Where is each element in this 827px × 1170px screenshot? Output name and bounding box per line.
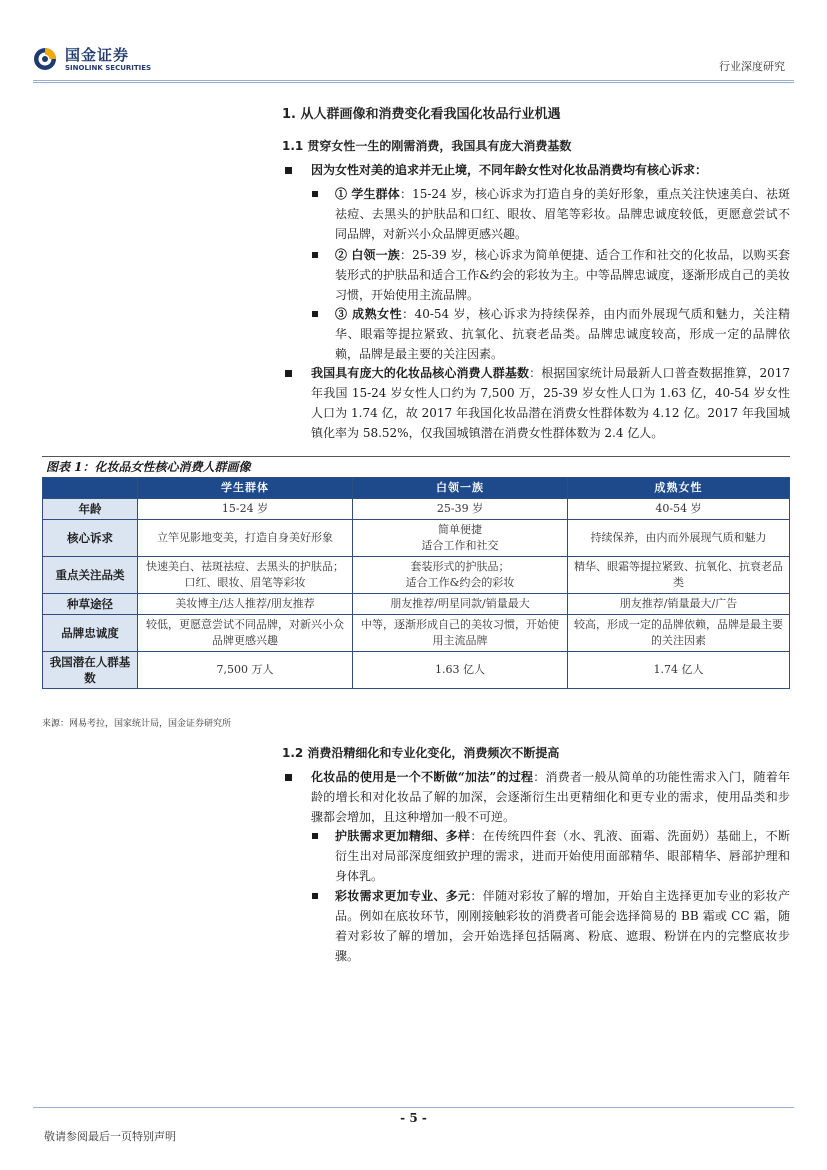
bullet-addition [285, 767, 790, 827]
table-cell: 7,500 万人 [138, 652, 353, 689]
square-bullet-icon [312, 833, 318, 839]
subsection-title-1-2: 1.2 消费沿精细化和专业化变化，消费频次不断提高 [282, 746, 560, 760]
table-cell: 中等，逐渐形成自己的美妆习惯，开始使用主流品牌 [353, 615, 568, 652]
table-row [43, 557, 790, 594]
sub-bullet-makeup [312, 886, 790, 966]
logo-cn: 国金证券 [65, 46, 130, 64]
table-cell: 朋友推荐/销量最大/广告 [568, 594, 790, 615]
square-bullet-icon [285, 167, 292, 174]
figure-title-bar [42, 456, 790, 478]
table-row [43, 615, 790, 652]
figure-title: 图表 1：化妆品女性核心消费人群画像 [46, 460, 251, 474]
report-type: 行业深度研究 [719, 60, 785, 73]
row-header: 品牌忠诚度 [43, 615, 138, 652]
sub-bullet-skincare [312, 826, 790, 886]
table-cell: 立竿见影地变美，打造自身美好形象 [138, 520, 353, 557]
square-bullet-icon [312, 191, 318, 197]
sub-bullet-lead: ① 学生群体 [335, 187, 400, 201]
bullet-1 [285, 160, 790, 180]
table-cell: 精华、眼霜等提拉紧致、抗氧化、抗衰老品类 [568, 557, 790, 594]
row-header: 我国潜在人群基数 [43, 652, 138, 689]
table-cell: 朋友推荐/明星同款/销量最大 [353, 594, 568, 615]
row-header: 重点关注品类 [43, 557, 138, 594]
sub-bullet-lead: 护肤需求更加精细、多样 [335, 829, 471, 843]
table-row [43, 652, 790, 689]
logo-en: SINOLINK SECURITIES [65, 64, 152, 72]
bullet-2-lead: 我国具有庞大的化妆品核心消费人群基数 [311, 366, 530, 380]
table-cell: 25-39 岁 [353, 499, 568, 520]
column-header: 白领一族 [353, 478, 568, 499]
footer-divider [33, 1107, 794, 1108]
company-logo [33, 44, 173, 80]
table-row [43, 520, 790, 557]
sub-bullet-white-collar [312, 245, 790, 305]
row-header: 核心诉求 [43, 520, 138, 557]
row-header: 种草途径 [43, 594, 138, 615]
sub-bullet-text: ：25-39 岁，核心诉求为简单便捷、适合工作和社交的化妆品，以购买套装形式的护肤品和适合工作&约会的彩妆为主。中等品牌忠诚度，逐渐形成自己的美妆习惯，开始使用主流品牌。 [335, 248, 790, 302]
table-cell: 较低，更愿意尝试不同品牌，对新兴小众品牌更感兴趣 [138, 615, 353, 652]
subsection-title-1-1: 1.1 贯穿女性一生的刚需消费，我国具有庞大消费基数 [282, 139, 572, 153]
bullet-1-text: 因为女性对美的追求并无止境，不同年龄女性对化妆品消费均有核心诉求： [311, 163, 708, 177]
bullet-addition-lead: 化妆品的使用是一个不断做“加法”的过程 [311, 770, 534, 784]
table-cell: 40-54 岁 [568, 499, 790, 520]
table-cell: 套装形式的护肤品； 适合工作&约会的彩妆 [353, 557, 568, 594]
sinolink-logo-icon [33, 47, 57, 71]
column-header: 成熟女性 [568, 478, 790, 499]
square-bullet-icon [285, 774, 292, 781]
sub-bullet-text: ：在传统四件套（水、乳液、面霜、洗面奶）基础上，不断衍生出对局部深度细致护理的需求，进而开始使用面部精华、眼部精华、唇部护理和身体乳。 [335, 829, 790, 883]
sub-bullet-lead: ② 白领一族 [335, 248, 400, 262]
table-cell: 15-24 岁 [138, 499, 353, 520]
bullet-addition-text: ：消费者一般从简单的功能性需求入门，随着年龄的增长和对化妆品了解的加深，会逐渐衍生出更精细化和更专业的需求，使用品类和步骤都会增加，且这种增加一般不可逆。 [311, 770, 790, 824]
square-bullet-icon [312, 893, 318, 899]
column-header: 学生群体 [138, 478, 353, 499]
disclaimer-link[interactable]: 敬请参阅最后一页特别声明 [44, 1130, 176, 1143]
sub-bullet-student [312, 184, 790, 244]
table-cell: 快速美白、祛斑祛痘、去黑头的护肤品； 口红、眼妆、眉笔等彩妆 [138, 557, 353, 594]
sub-bullet-lead: 彩妆需求更加专业、多元 [335, 889, 471, 903]
row-header: 年龄 [43, 499, 138, 520]
table-corner [43, 478, 138, 499]
square-bullet-icon [312, 252, 318, 258]
table-cell: 简单便捷 适合工作和社交 [353, 520, 568, 557]
figure-source: 来源：网易考拉，国家统计局，国金证券研究所 [42, 719, 232, 729]
table-header-row [43, 478, 790, 499]
sub-bullet-mature [312, 304, 790, 364]
sub-bullet-text: ：15-24 岁，核心诉求为打造自身的美好形象，重点关注快速美白、祛斑祛痘、去黑头的护肤品和口红、眼妆、眉笔等彩妆。品牌忠诚度较低，更愿意尝试不同品牌，对新兴小众品牌更感兴趣。 [335, 187, 790, 241]
table-row [43, 499, 790, 520]
table-cell: 美妆博主/达人推荐/朋友推荐 [138, 594, 353, 615]
table-cell: 1.63 亿人 [353, 652, 568, 689]
page-number: - 5 - [400, 1111, 427, 1125]
header-divider [33, 80, 794, 81]
table-row [43, 594, 790, 615]
table-cell: 1.74 亿人 [568, 652, 790, 689]
bullet-2 [285, 363, 790, 443]
table-cell: 较高，形成一定的品牌依赖，品牌是最主要的关注因素 [568, 615, 790, 652]
header-divider-2 [33, 82, 794, 83]
square-bullet-icon [312, 311, 318, 317]
square-bullet-icon [285, 370, 292, 377]
sub-bullet-text: ：40-54 岁，核心诉求为持续保养，由内而外展现气质和魅力，关注精华、眼霜等提拉紧致、抗氧化、抗衰老品类。品牌忠诚度较高，形成一定的品牌依赖，品牌是最主要的关注因素。 [335, 307, 790, 361]
sub-bullet-lead: ③ 成熟女性 [335, 307, 403, 321]
table-cell: 持续保养，由内而外展现气质和魅力 [568, 520, 790, 557]
sub-bullet-text: ：伴随对彩妆了解的增加，开始自主选择更加专业的彩妆产品。例如在底妆环节，刚刚接触彩妆的消费者可能会选择简易的 BB 霜或 CC 霜，随着对彩妆了解的增加，会开始选择包括隔离、粉底、遮瑕、粉饼在内的完整底妆步骤。 [335, 889, 790, 963]
persona-table [42, 477, 790, 689]
section-title: 1. 从人群画像和消费变化看我国化妆品行业机遇 [282, 107, 561, 122]
bullet-2-text: ：根据国家统计局最新人口普查数据推算，2017 年我国 15-24 岁女性人口约为 7,500 万，25-39 岁女性人口为 1.63 亿，40-54 岁女性人口为 1.74 亿，故 2017 年我国化妆品潜在消费女性群体数为 4.12 亿。2017 年我国城镇化率为 58.52%，仅我国城镇潜在消费女性群体数为 2.4 亿人。 [311, 366, 790, 440]
